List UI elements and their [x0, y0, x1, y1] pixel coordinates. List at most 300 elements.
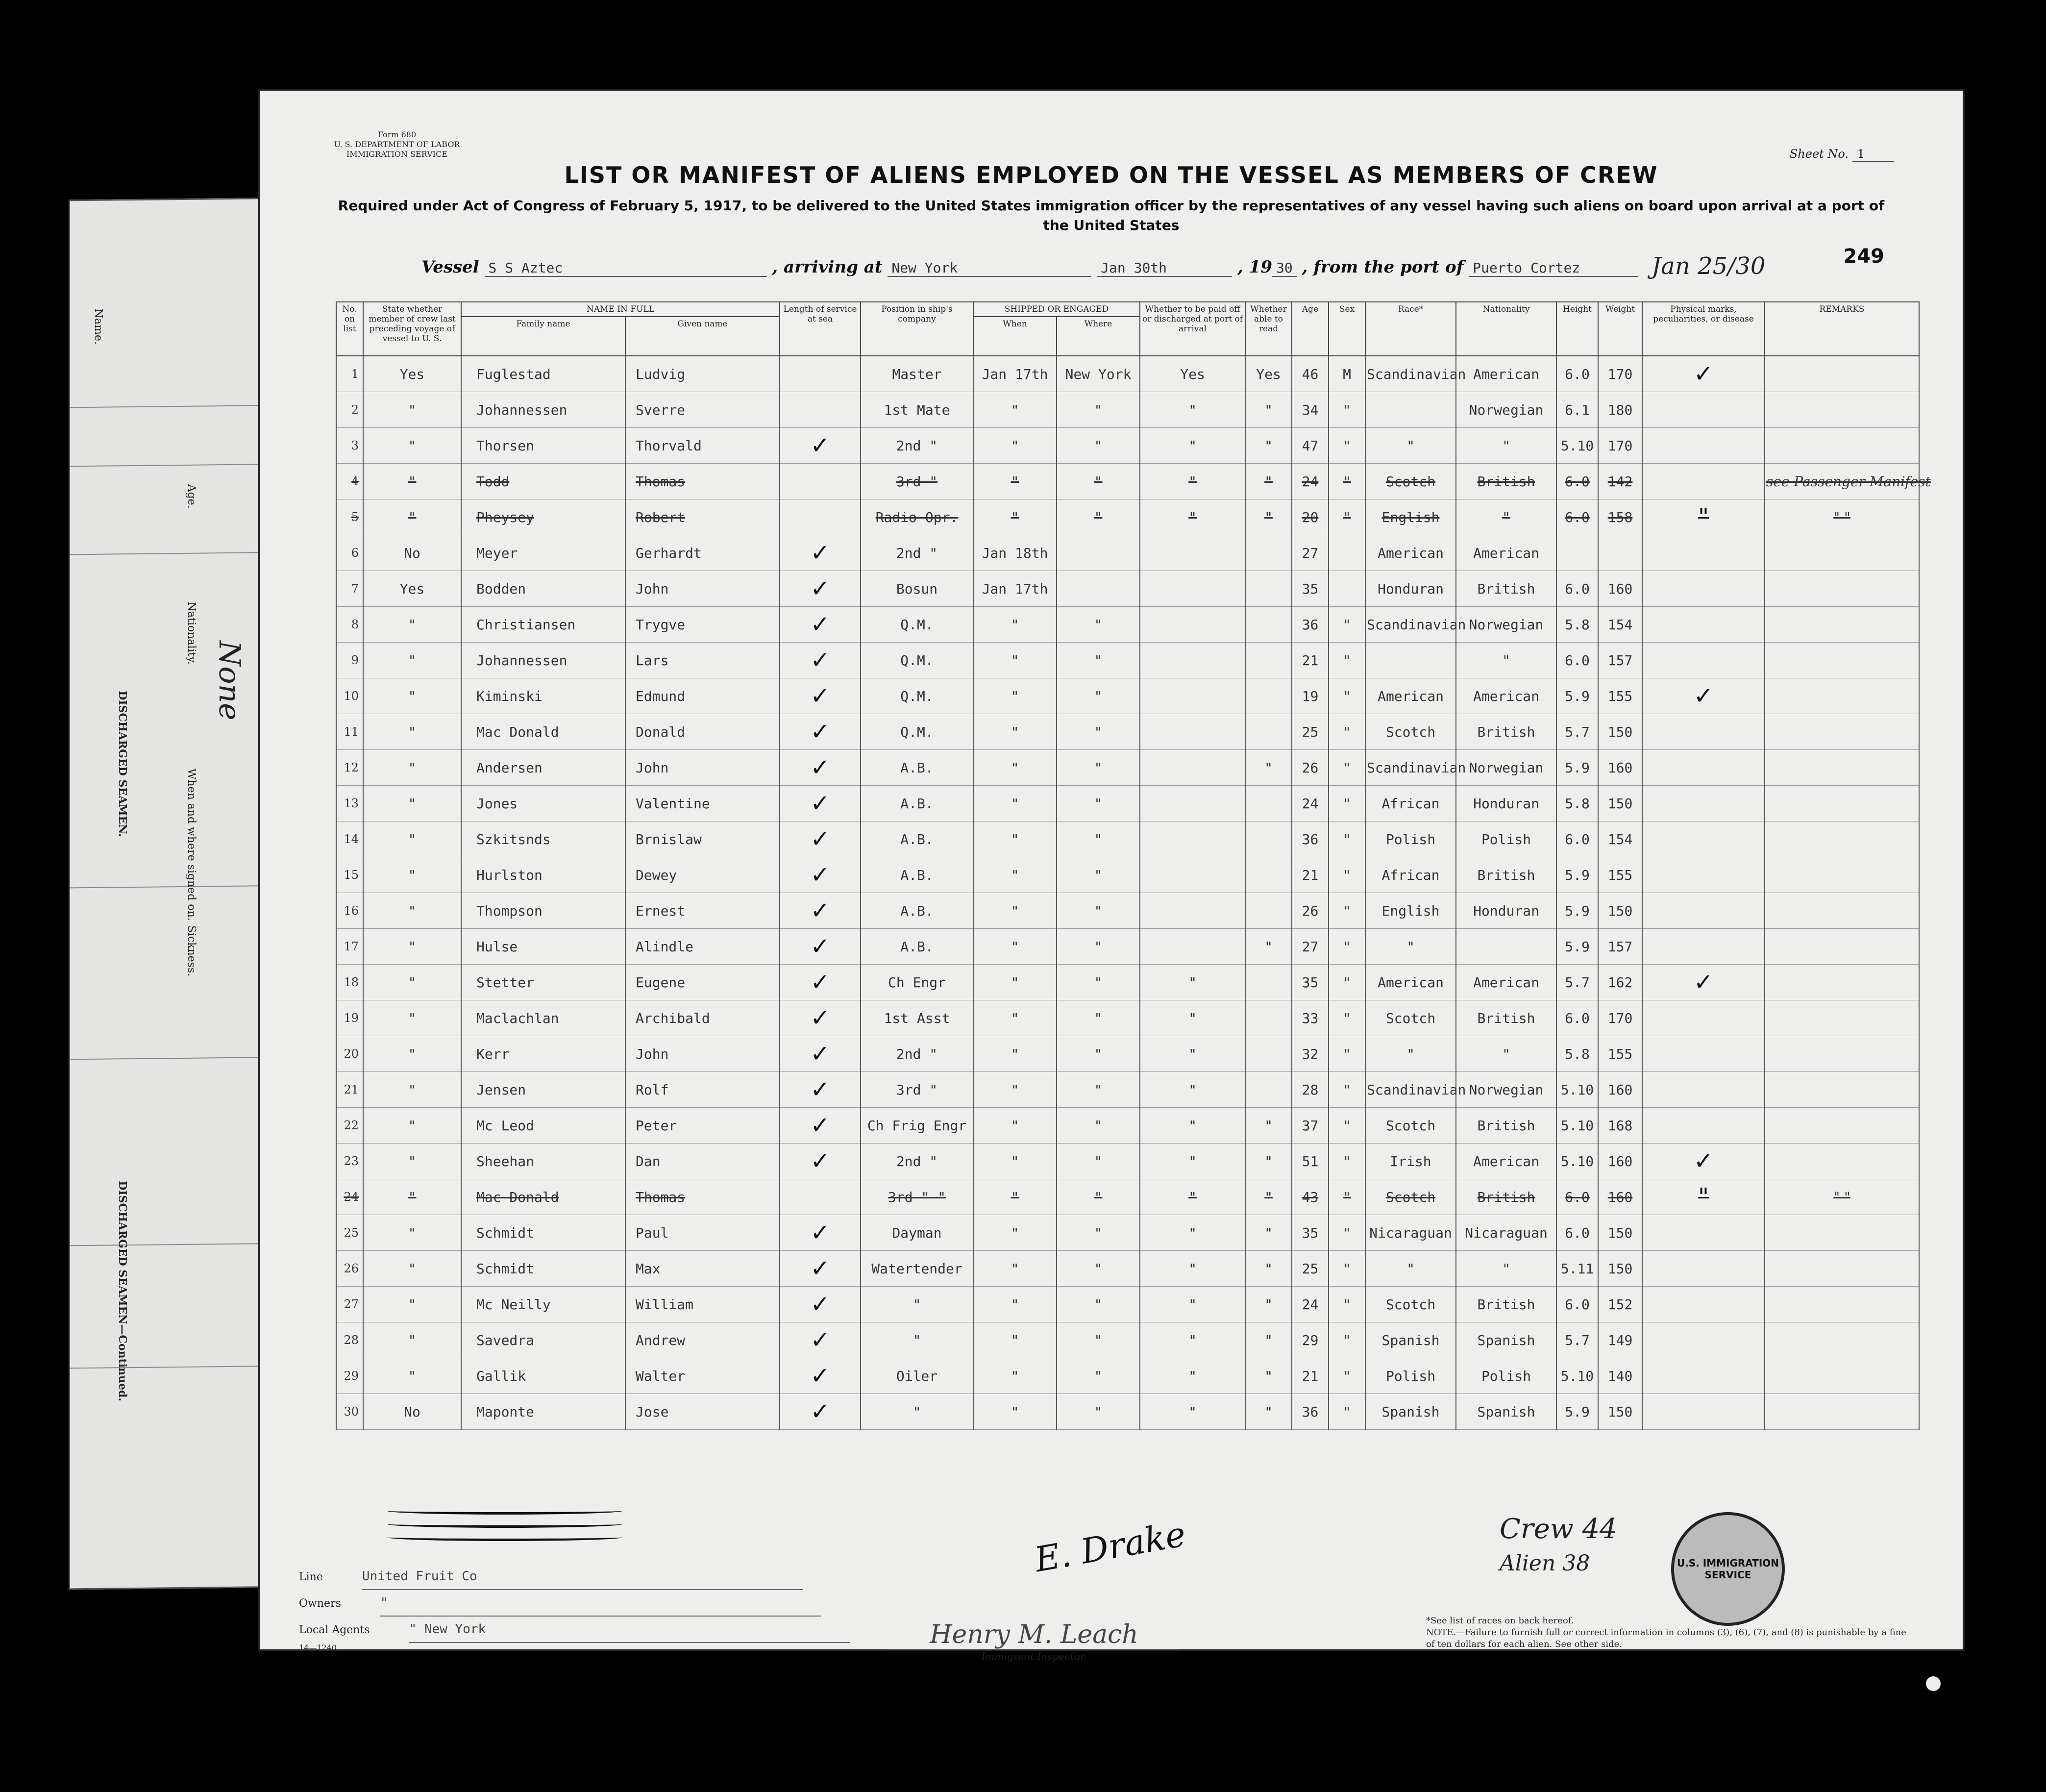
flap-nationality-label: Nationality. — [185, 601, 197, 665]
cell-when: " — [973, 1358, 1057, 1394]
cell-marks — [1642, 607, 1765, 643]
cell-prev: " — [363, 1322, 461, 1358]
cell-wt: 160 — [1598, 750, 1642, 786]
cell-remarks — [1765, 392, 1919, 428]
cell-prev: " — [363, 893, 461, 929]
cell-family: Savedra — [461, 1322, 625, 1358]
cell-prev: " — [363, 1036, 461, 1072]
cell-ht: 5.8 — [1556, 786, 1598, 821]
cell-prev: " — [363, 1144, 461, 1179]
cell-remarks — [1765, 1394, 1919, 1430]
cell-when: " — [973, 607, 1057, 643]
col-header-family-name: Family name — [461, 317, 625, 356]
cell-family: Johannessen — [461, 643, 625, 678]
cell-marks — [1642, 893, 1765, 929]
col-header-weight: Weight — [1598, 302, 1642, 356]
cell-nat: American — [1456, 965, 1556, 1000]
cell-given: Dewey — [625, 857, 780, 893]
cell-age: 47 — [1292, 428, 1329, 464]
cell-no: 17 — [336, 929, 363, 965]
cell-age: 32 — [1292, 1036, 1329, 1072]
cell-pos: Radio Opr. — [861, 499, 973, 535]
cell-pos: Q.M. — [861, 607, 973, 643]
cell-pos: Master — [861, 356, 973, 392]
cell-when: " — [973, 893, 1057, 929]
cell-wt: 149 — [1598, 1322, 1642, 1358]
cell-given: Dan — [625, 1144, 780, 1179]
cell-sex: " — [1329, 857, 1365, 893]
cell-remarks — [1765, 929, 1919, 965]
col-header-physical-marks: Physical marks, peculiarities, or disease — [1642, 302, 1765, 356]
cell-nat: American — [1456, 678, 1556, 714]
cell-when: " — [973, 750, 1057, 786]
cell-when: " — [973, 392, 1057, 428]
cell-given: Gerhardt — [625, 535, 780, 571]
cell-pos: 3rd " — [861, 464, 973, 499]
cell-marks — [1642, 1108, 1765, 1144]
cell-wt: 150 — [1598, 714, 1642, 750]
flap-sickness-label: Sickness. — [185, 925, 197, 977]
cell-read: " — [1245, 1394, 1292, 1430]
cell-wt: 150 — [1598, 1251, 1642, 1287]
cell-no: 22 — [336, 1108, 363, 1144]
cell-wt: 160 — [1598, 1179, 1642, 1215]
cell-given: Paul — [625, 1215, 780, 1251]
col-header-remarks: REMARKS — [1765, 302, 1919, 356]
col-header-where: Where — [1057, 317, 1140, 356]
table-row — [336, 535, 1919, 571]
cell-when: " — [973, 1215, 1057, 1251]
cell-no: 10 — [336, 678, 363, 714]
cell-nat — [1456, 929, 1556, 965]
cell-age: 46 — [1292, 356, 1329, 392]
cell-nat: British — [1456, 857, 1556, 893]
cell-marks — [1642, 929, 1765, 965]
cell-no: 14 — [336, 821, 363, 857]
cell-read: " — [1245, 499, 1292, 535]
from-port-label: , from the port of — [1302, 257, 1464, 277]
cell-paid: " — [1140, 1144, 1245, 1179]
cell-pos: " — [861, 1394, 973, 1430]
cell-nat: " — [1456, 1251, 1556, 1287]
cell-sex: " — [1329, 893, 1365, 929]
cell-len: ✓ — [780, 1072, 861, 1108]
col-header-number: No. on list — [336, 302, 363, 356]
cell-marks — [1642, 1036, 1765, 1072]
cell-remarks — [1765, 678, 1919, 714]
cell-paid: " — [1140, 1322, 1245, 1358]
cell-len — [780, 499, 861, 535]
cell-marks — [1642, 464, 1765, 499]
cell-read: " — [1245, 1322, 1292, 1358]
page-stamp-number: 249 — [1843, 245, 1884, 268]
cell-len: ✓ — [780, 714, 861, 750]
table-row — [336, 1000, 1919, 1036]
cell-sex: " — [1329, 1108, 1365, 1144]
col-header-age: Age — [1292, 302, 1329, 356]
cell-pos: 3rd " — [861, 1072, 973, 1108]
cell-no: 18 — [336, 965, 363, 1000]
cell-when: " — [973, 678, 1057, 714]
cell-given: Brnislaw — [625, 821, 780, 857]
cell-read: " — [1245, 1144, 1292, 1179]
immigration-seal — [1671, 1512, 1785, 1626]
cell-len: ✓ — [780, 1000, 861, 1036]
cell-race: " — [1365, 1251, 1456, 1287]
cell-when: " — [973, 428, 1057, 464]
table-row — [336, 750, 1919, 786]
cell-len: ✓ — [780, 1322, 861, 1358]
department: U. S. DEPARTMENT OF LABOR — [334, 140, 460, 149]
cell-family: Mc Neilly — [461, 1287, 625, 1322]
table-row — [336, 1322, 1919, 1358]
cell-family: Christiansen — [461, 607, 625, 643]
form-subtitle: Required under Act of Congress of February 5, 1917, to be delivered to the United States immigration officer by the representatives of any vessel having such aliens on board upon arrival at a port of the United States — [338, 198, 1885, 233]
cell-prev: " — [363, 643, 461, 678]
cell-read — [1245, 857, 1292, 893]
cell-remarks — [1765, 1072, 1919, 1108]
cell-ht: 6.0 — [1556, 499, 1598, 535]
cell-marks: " — [1642, 1179, 1765, 1215]
cell-family: Schmidt — [461, 1215, 625, 1251]
cell-paid: " — [1140, 965, 1245, 1000]
cell-no: 2 — [336, 392, 363, 428]
cell-remarks — [1765, 356, 1919, 392]
master-signature: E. Drake — [1032, 1514, 1189, 1580]
cell-len: ✓ — [780, 1036, 861, 1072]
cell-paid: " — [1140, 1394, 1245, 1430]
cell-paid — [1140, 535, 1245, 571]
cell-read — [1245, 965, 1292, 1000]
cell-len: ✓ — [780, 1108, 861, 1144]
cell-race: Scandinavian — [1365, 356, 1456, 392]
cell-race: Scotch — [1365, 464, 1456, 499]
cell-no: 28 — [336, 1322, 363, 1358]
cell-paid — [1140, 714, 1245, 750]
form-number: Form 680 — [377, 130, 417, 139]
handwritten-date: Jan 25/30 — [1652, 252, 1766, 280]
cell-where: " — [1057, 1144, 1140, 1179]
cell-no: 12 — [336, 750, 363, 786]
cell-wt: 158 — [1598, 499, 1642, 535]
cell-read: " — [1245, 392, 1292, 428]
cell-remarks — [1765, 1358, 1919, 1394]
cell-wt: 160 — [1598, 1144, 1642, 1179]
cell-prev: " — [363, 1215, 461, 1251]
cell-marks: ✓ — [1642, 356, 1765, 392]
cell-ht: 5.7 — [1556, 965, 1598, 1000]
cell-ht: 5.9 — [1556, 750, 1598, 786]
cell-sex: " — [1329, 1000, 1365, 1036]
cell-family: Thompson — [461, 893, 625, 929]
table-row — [336, 786, 1919, 821]
cell-len — [780, 1179, 861, 1215]
col-header-able-read: Whether able to read — [1245, 302, 1292, 356]
cell-given: Jose — [625, 1394, 780, 1430]
cell-family: Johannessen — [461, 392, 625, 428]
cell-len: ✓ — [780, 428, 861, 464]
cell-when: " — [973, 929, 1057, 965]
cell-sex: " — [1329, 1394, 1365, 1430]
cell-remarks — [1765, 1000, 1919, 1036]
cell-ht: 5.9 — [1556, 893, 1598, 929]
cell-nat: British — [1456, 714, 1556, 750]
cell-given: John — [625, 1036, 780, 1072]
cell-paid: " — [1140, 464, 1245, 499]
cell-paid — [1140, 857, 1245, 893]
cell-family: Sheehan — [461, 1144, 625, 1179]
cell-ht: 6.0 — [1556, 1215, 1598, 1251]
cell-marks — [1642, 1287, 1765, 1322]
handwritten-counts — [1500, 1512, 1617, 1581]
cell-len: ✓ — [780, 893, 861, 929]
cell-age: 36 — [1292, 821, 1329, 857]
cell-age: 21 — [1292, 857, 1329, 893]
cell-len: ✓ — [780, 965, 861, 1000]
punch-hole — [1926, 1676, 1941, 1691]
cell-remarks — [1765, 857, 1919, 893]
cell-remarks — [1765, 535, 1919, 571]
cell-read — [1245, 571, 1292, 607]
cell-nat: British — [1456, 1287, 1556, 1322]
cell-ht: 5.7 — [1556, 714, 1598, 750]
cell-race: American — [1365, 535, 1456, 571]
cell-when: " — [973, 714, 1057, 750]
cell-given: Andrew — [625, 1322, 780, 1358]
cell-len — [780, 356, 861, 392]
cell-race — [1365, 643, 1456, 678]
cell-given: Walter — [625, 1358, 780, 1394]
form-code: 14—1240 — [299, 1643, 337, 1652]
cell-age: 36 — [1292, 1394, 1329, 1430]
cell-no: 21 — [336, 1072, 363, 1108]
cell-paid: Yes — [1140, 356, 1245, 392]
cell-paid: " — [1140, 1072, 1245, 1108]
cell-marks — [1642, 1251, 1765, 1287]
cell-len: ✓ — [780, 571, 861, 607]
cell-remarks — [1765, 893, 1919, 929]
cell-marks: ✓ — [1642, 678, 1765, 714]
cell-pos: 2nd " — [861, 428, 973, 464]
cell-prev: " — [363, 464, 461, 499]
cell-remarks: see Passenger Manifest — [1765, 464, 1919, 499]
cell-sex: " — [1329, 464, 1365, 499]
table-row — [336, 929, 1919, 965]
cell-sex — [1329, 535, 1365, 571]
cell-ht: 5.10 — [1556, 1108, 1598, 1144]
cell-read — [1245, 1036, 1292, 1072]
cell-where: " — [1057, 607, 1140, 643]
cell-race: Scotch — [1365, 1179, 1456, 1215]
cell-wt: 150 — [1598, 893, 1642, 929]
cell-family: Kiminski — [461, 678, 625, 714]
cell-len: ✓ — [780, 1287, 861, 1322]
cell-len: ✓ — [780, 857, 861, 893]
cell-race: Scotch — [1365, 1287, 1456, 1322]
cell-nat: British — [1456, 464, 1556, 499]
table-row — [336, 1394, 1919, 1430]
cell-race: Polish — [1365, 821, 1456, 857]
cell-family: Maponte — [461, 1394, 625, 1430]
cell-read: " — [1245, 1358, 1292, 1394]
cell-race: Scotch — [1365, 714, 1456, 750]
cell-paid: " — [1140, 1287, 1245, 1322]
cell-race: Scotch — [1365, 1000, 1456, 1036]
cell-pos: Ch Engr — [861, 965, 973, 1000]
arrival-date: Jan 30th — [1097, 260, 1232, 277]
cell-age: 26 — [1292, 893, 1329, 929]
cell-family: Hulse — [461, 929, 625, 965]
cell-pos: " — [861, 1322, 973, 1358]
cell-when: " — [973, 821, 1057, 857]
col-header-sex: Sex — [1329, 302, 1365, 356]
vessel-name: S S Aztec — [485, 260, 767, 277]
line-label: Line — [299, 1571, 323, 1583]
discharged-seamen-flap — [69, 198, 292, 1590]
cell-ht: 5.7 — [1556, 1322, 1598, 1358]
cell-wt: 154 — [1598, 821, 1642, 857]
cell-pos: 3rd " " — [861, 1179, 973, 1215]
cell-nat: Polish — [1456, 821, 1556, 857]
cell-prev: " — [363, 1000, 461, 1036]
cell-pos: Q.M. — [861, 678, 973, 714]
cell-nat: Nicaraguan — [1456, 1215, 1556, 1251]
cell-where: New York — [1057, 356, 1140, 392]
cell-age: 28 — [1292, 1072, 1329, 1108]
cell-when: " — [973, 1108, 1057, 1144]
cell-pos: 1st Asst — [861, 1000, 973, 1036]
cell-remarks: " " — [1765, 499, 1919, 535]
cell-paid: " — [1140, 1179, 1245, 1215]
table-row — [336, 499, 1919, 535]
cell-age: 24 — [1292, 1287, 1329, 1322]
cell-nat: " — [1456, 643, 1556, 678]
cell-family: Jensen — [461, 1072, 625, 1108]
cell-prev: " — [363, 1251, 461, 1287]
cell-pos: A.B. — [861, 929, 973, 965]
cell-marks — [1642, 571, 1765, 607]
cell-wt: 150 — [1598, 1215, 1642, 1251]
cell-family: Mac Donald — [461, 1179, 625, 1215]
cell-no: 13 — [336, 786, 363, 821]
cell-when: " — [973, 643, 1057, 678]
cell-where: " — [1057, 1036, 1140, 1072]
cell-race: Scandinavian — [1365, 607, 1456, 643]
cell-paid: " — [1140, 428, 1245, 464]
cell-given: John — [625, 750, 780, 786]
inspector-caption: Immigrant Inspector. — [887, 1649, 1181, 1662]
cell-sex: " — [1329, 1215, 1365, 1251]
cell-ht: 5.8 — [1556, 1036, 1598, 1072]
cell-ht: 6.0 — [1556, 1179, 1598, 1215]
cell-where — [1057, 535, 1140, 571]
cell-pos: 2nd " — [861, 1144, 973, 1179]
cell-family: Meyer — [461, 535, 625, 571]
cell-where: " — [1057, 1287, 1140, 1322]
cell-sex: " — [1329, 499, 1365, 535]
crew-table — [336, 301, 1931, 1430]
col-header-name: NAME IN FULL — [461, 302, 780, 317]
cell-prev: " — [363, 607, 461, 643]
cell-no: 25 — [336, 1215, 363, 1251]
sheet-number-label: Sheet No. — [1789, 147, 1849, 161]
cell-prev: " — [363, 786, 461, 821]
cell-age: 19 — [1292, 678, 1329, 714]
cell-no: 11 — [336, 714, 363, 750]
cell-ht: 5.9 — [1556, 857, 1598, 893]
cell-wt: 157 — [1598, 643, 1642, 678]
cell-no: 4 — [336, 464, 363, 499]
cell-len: ✓ — [780, 1394, 861, 1430]
cell-race: Scotch — [1365, 1108, 1456, 1144]
cell-nat: American — [1456, 356, 1556, 392]
cell-sex: " — [1329, 821, 1365, 857]
cell-family: Fuglestad — [461, 356, 625, 392]
cell-when: " — [973, 786, 1057, 821]
cell-wt: 170 — [1598, 356, 1642, 392]
cell-nat: American — [1456, 1144, 1556, 1179]
cell-paid — [1140, 893, 1245, 929]
cell-no: 27 — [336, 1287, 363, 1322]
col-header-length-service: Length of service at sea — [780, 302, 861, 356]
cell-prev: " — [363, 965, 461, 1000]
cell-prev: " — [363, 1179, 461, 1215]
cell-no: 29 — [336, 1358, 363, 1394]
cell-sex: " — [1329, 392, 1365, 428]
cell-len: ✓ — [780, 821, 861, 857]
cell-where: " — [1057, 929, 1140, 965]
cell-age: 35 — [1292, 965, 1329, 1000]
flap-heading: DISCHARGED SEAMEN. — [116, 691, 129, 837]
cell-wt: 162 — [1598, 965, 1642, 1000]
cell-no: 7 — [336, 571, 363, 607]
cell-age: 43 — [1292, 1179, 1329, 1215]
cell-family: Stetter — [461, 965, 625, 1000]
cell-race: " — [1365, 428, 1456, 464]
cell-ht: 6.1 — [1556, 392, 1598, 428]
table-row — [336, 1108, 1919, 1144]
cell-pos: A.B. — [861, 857, 973, 893]
cell-race: Honduran — [1365, 571, 1456, 607]
cell-wt: 155 — [1598, 857, 1642, 893]
cell-sex: M — [1329, 356, 1365, 392]
col-header-position: Position in ship's company — [861, 302, 973, 356]
cell-read — [1245, 821, 1292, 857]
sheet-number-value: 1 — [1852, 147, 1894, 162]
cell-given: Max — [625, 1251, 780, 1287]
cell-prev: " — [363, 857, 461, 893]
inspector-signature-block — [887, 1620, 1181, 1662]
cell-read: " — [1245, 464, 1292, 499]
cell-remarks — [1765, 965, 1919, 1000]
flap-when-where-label: When and where signed on. — [185, 768, 197, 921]
cell-pos: Q.M. — [861, 643, 973, 678]
cell-no: 16 — [336, 893, 363, 929]
cell-race: Spanish — [1365, 1394, 1456, 1430]
cell-family: Szkitsnds — [461, 821, 625, 857]
alien-count: Alien 38 — [1500, 1551, 1590, 1576]
cell-when: Jan 17th — [973, 571, 1057, 607]
cell-read: " — [1245, 1179, 1292, 1215]
cell-given: Donald — [625, 714, 780, 750]
crew-count: Crew 44 — [1500, 1513, 1617, 1545]
cell-remarks — [1765, 750, 1919, 786]
cell-when: " — [973, 1144, 1057, 1179]
cell-given: Alindle — [625, 929, 780, 965]
cell-when: " — [973, 1251, 1057, 1287]
cell-where: " — [1057, 750, 1140, 786]
cell-pos: 2nd " — [861, 535, 973, 571]
